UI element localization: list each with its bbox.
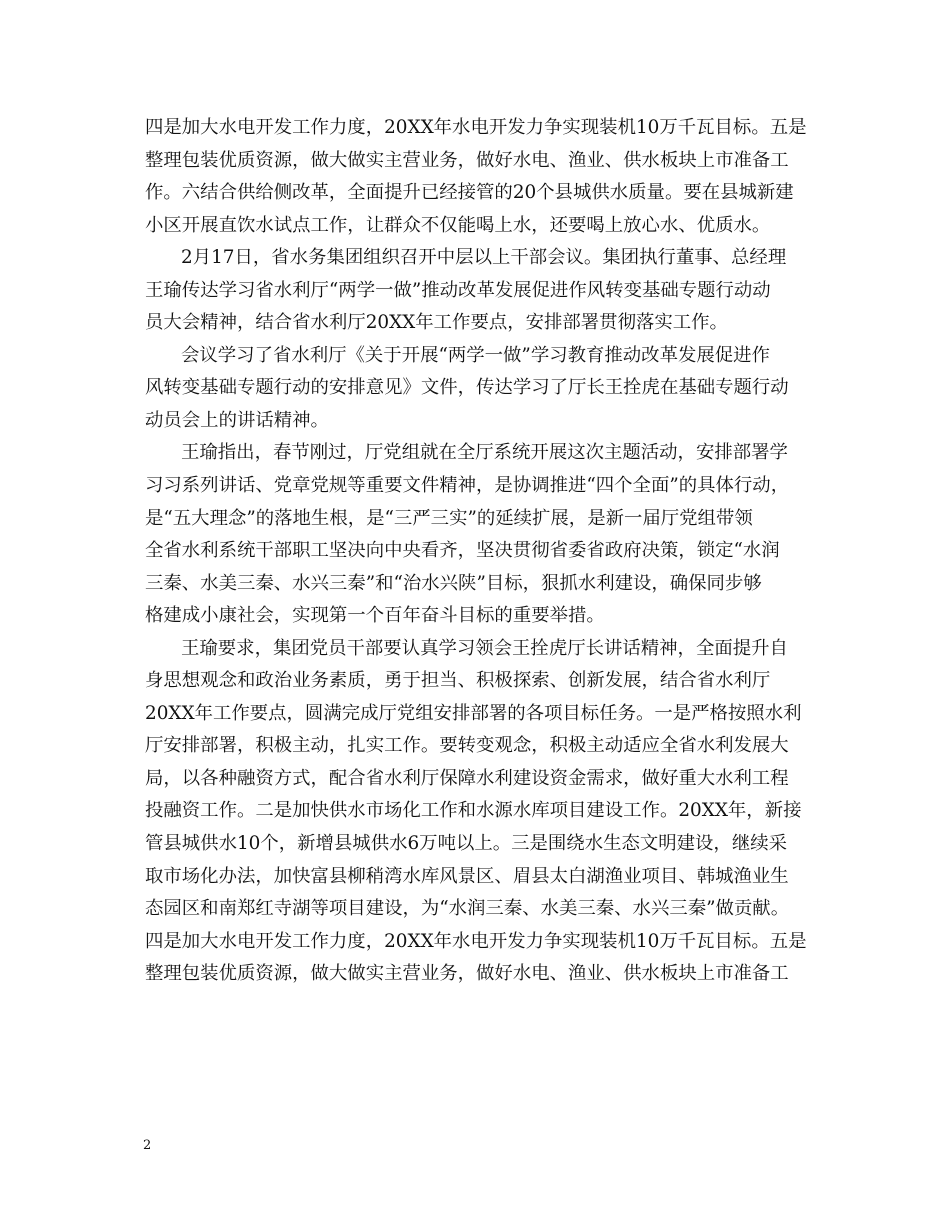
paragraph <box>145 633 815 991</box>
text-line: 会议学习了省水利厅《关于开展“两学一做”学习教育推动改革发展促进作 <box>181 344 770 366</box>
paragraph <box>145 242 815 340</box>
text-line: 2月17日，省水务集团组织召开中层以上干部会议。集团执行董事、总经理 <box>181 247 787 269</box>
text-line: 局，以各种融资方式，配合省水利厅保障水利建设资金需求，做好重大水利工程 <box>145 767 789 789</box>
page-number: 2 <box>143 1138 152 1153</box>
text-line: 格建成小康社会，实现第一个百年奋斗目标的重要举措。 <box>145 605 605 627</box>
text-line: 动员会上的讲话精神。 <box>145 409 329 431</box>
text-line: 三秦、水美三秦、水兴三秦”和“治水兴陕”目标，狠抓水利建设，确保同步够 <box>145 572 762 594</box>
text-line: 整理包装优质资源，做大做实主营业务，做好水电、渔业、供水板块上市准备工 <box>145 149 789 171</box>
text-line: 全省水利系统干部职工坚决向中央看齐，坚决贯彻省委省政府决策，锁定“水润 <box>145 540 780 562</box>
text-line: 作。六结合供给侧改革，全面提升已经接管的20个县城供水质量。要在县城新建 <box>145 182 794 204</box>
paragraph <box>145 340 815 438</box>
text-line: 四是加大水电开发工作力度，20XX年水电开发力争实现装机10万千瓦目标。五是 <box>145 930 807 952</box>
text-line: 整理包装优质资源，做大做实主营业务，做好水电、渔业、供水板块上市准备工 <box>145 963 789 985</box>
text-line: 投融资工作。二是加快供水市场化工作和水源水库项目建设工作。20XX年，新接 <box>145 800 802 822</box>
text-line: 取市场化办法，加快富县柳稍湾水库风景区、眉县太白湖渔业项目、韩城渔业生 <box>145 865 789 887</box>
text-line: 态园区和南郑红寺湖等项目建设，为“水润三秦、水美三秦、水兴三秦”做贡献。 <box>145 898 790 920</box>
paragraph <box>145 112 815 242</box>
text-line: 王瑜要求，集团党员干部要认真学习领会王拴虎厅长讲话精神，全面提升自 <box>181 637 788 659</box>
text-line: 王瑜传达学习省水利厅“两学一做”推动改革发展促进作风转变基础专题行动动 <box>145 279 771 301</box>
text-line: 四是加大水电开发工作力度，20XX年水电开发力争实现装机10万千瓦目标。五是 <box>145 117 807 138</box>
paragraph <box>145 437 815 632</box>
body-text <box>145 112 815 991</box>
text-line: 厅安排部署，积极主动，扎实工作。要转变观念，积极主动适应全省水利发展大 <box>145 735 789 757</box>
text-line: 风转变基础专题行动的安排意见》文件，传达学习了厅长王拴虎在基础专题行动 <box>145 377 789 399</box>
text-line: 王瑜指出，春节刚过，厅党组就在全厅系统开展这次主题活动，安排部署学 <box>181 442 788 464</box>
text-line: 20XX年工作要点，圆满完成厅党组安排部署的各项目标任务。一是严格按照水利 <box>145 702 802 724</box>
text-line: 管县城供水10个，新增县城供水6万吨以上。三是围绕水生态文明建设，继续采 <box>145 833 787 855</box>
text-line: 是“五大理念”的落地生根，是“三严三实”的延续扩展，是新一届厅党组带领 <box>145 507 753 529</box>
text-line: 身思想观念和政治业务素质，勇于担当、积极探索、创新发展，结合省水利厅 <box>145 670 771 692</box>
text-line: 员大会精神，结合省水利厅20XX年工作要点，安排部署贯彻落实工作。 <box>145 312 728 334</box>
text-line: 小区开展直饮水试点工作，让群众不仅能喝上水，还要喝上放心水、优质水。 <box>145 214 771 236</box>
text-line: 习习系列讲话、党章党规等重要文件精神，是协调推进“四个全面”的具体行动， <box>145 475 790 497</box>
